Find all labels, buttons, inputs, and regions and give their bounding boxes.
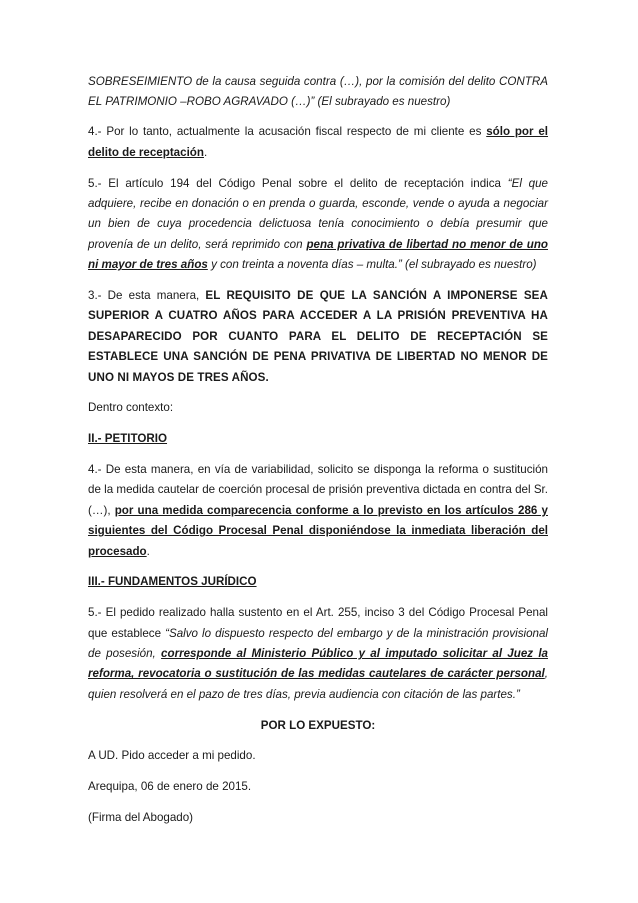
heading-text: II.- PETITORIO: [88, 432, 168, 446]
emphasis-text: pena privativa de libertad no menor de uno ni mayor de tres años: [88, 237, 549, 272]
emphasis-text: EL REQUISITO DE QUE LA SANCIÓN A IMPONERSE SEA SUPERIOR A CUATRO AÑOS PARA ACCEDER A LA PRISIÓN PREVENTIVA HA DESAPARECIDO POR CUANTO PARA EL DELITO DE RECEPTACIÓN SE ESTABLECE UNA SANCIÓN DE PENA PRIVATIVA DE LIBERTAD NO MENOR DE UNO NI MAYOS DE TRES AÑOS.: [88, 289, 548, 384]
paragraph-text: 4.- De esta manera, en vía de variabilidad, solicito se disponga la reforma o sustitución de la medida cautelar de coerción procesal de prisión preventiva dictada en contra del Sr. (…),: [88, 463, 548, 517]
emphasis-text: corresponde al Ministerio Público y al imputado solicitar al Juez la reforma, revocatoria o sustitución de las medidas cautelares de carácter personal: [88, 647, 548, 681]
paragraph-text: 5.- El pedido realizado halla sustento en el Art. 255, inciso 3 del Código Procesal Penal que establece: [88, 606, 548, 640]
paragraph-4-petitorio: [88, 460, 548, 562]
quote-text: “El que adquiere, recibe en donación o en prenda o guarda, esconde, vende o ayuda a negociar un bien de cuya procedencia delictuosa tenía conocimiento o debía presumir que provenía de un delito, será reprimido con: [88, 176, 549, 251]
quote-text: SOBRESEIMIENTO de la causa seguida contra (…), por la comisión del delito CONTRA EL PATRIMONIO –ROBO AGRAVADO (…)” (El subrayado es nuestro): [88, 75, 548, 108]
paragraph-5-articulo-194: [88, 174, 548, 276]
quote-paragraph: [88, 72, 548, 112]
signature-line: [88, 808, 548, 828]
paragraph-3-requisito: [88, 286, 548, 388]
quote-text: “Salvo lo dispuesto respecto del embargo y de la ministración provisional de posesión,: [88, 626, 548, 661]
paragraph-text: Arequipa, 06 de enero de 2015.: [88, 780, 252, 794]
emphasis-text: sólo por el delito de receptación: [88, 125, 549, 159]
quote-text: , quien resolverá en el pazo de tres días, previa audiencia con citación de las partes.”: [88, 667, 548, 701]
heading-text: POR LO EXPUESTO:: [260, 718, 376, 732]
paragraph-4-acusacion: [88, 122, 548, 163]
context-line: [88, 398, 548, 418]
paragraph-text: Dentro contexto:: [88, 401, 174, 415]
paragraph-text: (Firma del Abogado): [88, 811, 194, 825]
emphasis-text: por una medida comparecencia conforme a lo previsto en los artículos 286 y siguientes del Código Procesal Penal disponiéndose la inmediata liberación del procesado: [88, 503, 548, 558]
paragraph-text: .: [203, 145, 208, 159]
paragraph-text: 3.- De esta manera,: [88, 289, 206, 303]
quote-text: y con treinta a noventa días – multa.” (el subrayado es nuestro): [207, 258, 537, 272]
heading-text: III.- FUNDAMENTOS JURÍDICO: [88, 575, 257, 589]
document-page: [88, 72, 548, 839]
date-line: [88, 777, 548, 797]
paragraph-text: A UD. Pido acceder a mi pedido.: [88, 749, 256, 763]
closing-heading: [88, 716, 548, 736]
paragraph-text: .: [146, 544, 150, 558]
section-heading-petitorio: [88, 429, 548, 449]
paragraph-text: 4.- Por lo tanto, actualmente la acusación fiscal respecto de mi cliente es: [88, 125, 487, 139]
request-line: [88, 746, 548, 766]
paragraph-5-fundamentos: [88, 603, 548, 705]
section-heading-fundamentos: [88, 572, 548, 592]
paragraph-text: 5.- El artículo 194 del Código Penal sobre el delito de receptación indica: [88, 176, 508, 190]
